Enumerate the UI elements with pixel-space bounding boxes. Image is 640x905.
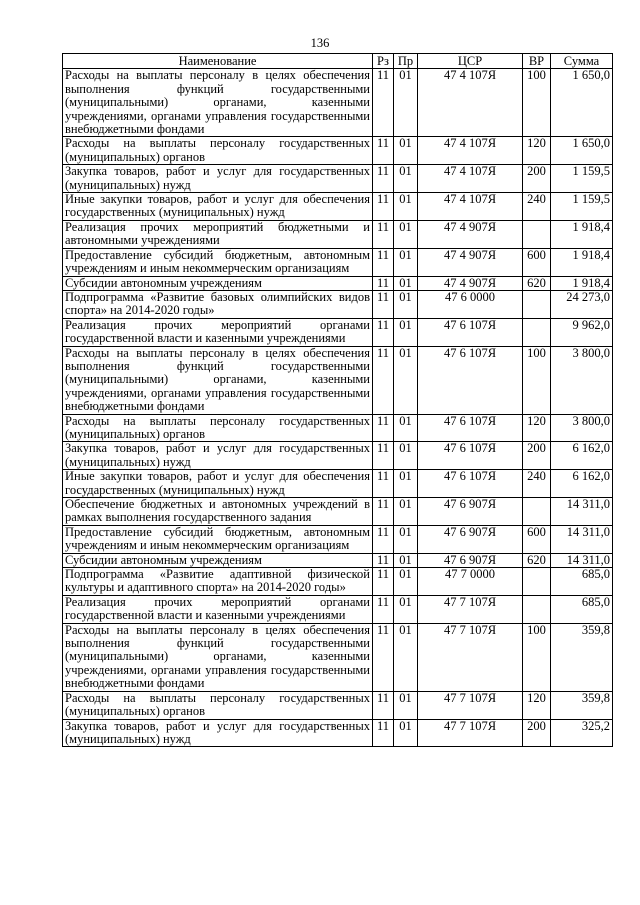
cell-vr	[523, 290, 551, 318]
cell-pr: 01	[394, 165, 418, 193]
cell-name: Закупка товаров, работ и услуг для государственных (муниципальных) нужд	[63, 442, 373, 470]
cell-pr: 01	[394, 346, 418, 414]
cell-pr: 01	[394, 691, 418, 719]
cell-rz: 11	[373, 69, 394, 137]
cell-pr: 01	[394, 470, 418, 498]
cell-name: Расходы на выплаты персоналу в целях обеспечения выполнения функций государственными (муниципальными) органами, казенными учреждениями, органами управления государственными внебюджетными фондами	[63, 69, 373, 137]
cell-pr: 01	[394, 276, 418, 290]
table-row	[63, 165, 613, 193]
cell-vr: 620	[523, 276, 551, 290]
cell-name: Подпрограмма «Развитие базовых олимпийских видов спорта» на 2014-2020 годы»	[63, 290, 373, 318]
page-number: 136	[310, 36, 330, 50]
cell-pr: 01	[394, 623, 418, 691]
table-row	[63, 470, 613, 498]
cell-rz: 11	[373, 568, 394, 596]
cell-sum: 1 918,4	[551, 248, 613, 276]
header-csr: ЦСР	[418, 54, 523, 69]
cell-name: Расходы на выплаты персоналу государственных (муниципальных) органов	[63, 137, 373, 165]
cell-sum: 3 800,0	[551, 414, 613, 442]
cell-name: Обеспечение бюджетных и автономных учреждений в рамках выполнения государственного задания	[63, 498, 373, 526]
table-row	[63, 595, 613, 623]
table-row	[63, 553, 613, 567]
cell-csr: 47 6 107Я	[418, 470, 523, 498]
cell-pr: 01	[394, 318, 418, 346]
cell-sum: 325,2	[551, 719, 613, 747]
cell-sum: 6 162,0	[551, 470, 613, 498]
cell-rz: 11	[373, 137, 394, 165]
cell-vr: 100	[523, 346, 551, 414]
cell-rz: 11	[373, 346, 394, 414]
cell-pr: 01	[394, 137, 418, 165]
cell-vr	[523, 318, 551, 346]
cell-vr: 600	[523, 525, 551, 553]
table-row	[63, 193, 613, 221]
cell-name: Подпрограмма «Развитие адаптивной физической культуры и адаптивного спорта» на 2014-2020 годы»	[63, 568, 373, 596]
cell-rz: 11	[373, 623, 394, 691]
cell-sum: 1 918,4	[551, 276, 613, 290]
cell-rz: 11	[373, 193, 394, 221]
cell-vr: 120	[523, 137, 551, 165]
table-row	[63, 318, 613, 346]
cell-sum: 14 311,0	[551, 553, 613, 567]
cell-vr: 200	[523, 719, 551, 747]
cell-vr	[523, 220, 551, 248]
cell-rz: 11	[373, 525, 394, 553]
cell-pr: 01	[394, 719, 418, 747]
table-body	[63, 69, 613, 747]
table-row	[63, 276, 613, 290]
cell-rz: 11	[373, 414, 394, 442]
cell-rz: 11	[373, 553, 394, 567]
cell-rz: 11	[373, 470, 394, 498]
cell-csr: 47 7 107Я	[418, 719, 523, 747]
cell-pr: 01	[394, 290, 418, 318]
cell-name: Реализация прочих мероприятий органами государственной власти и казенными учреждениями	[63, 318, 373, 346]
cell-vr: 120	[523, 691, 551, 719]
cell-vr: 240	[523, 193, 551, 221]
cell-sum: 685,0	[551, 568, 613, 596]
cell-rz: 11	[373, 276, 394, 290]
cell-rz: 11	[373, 442, 394, 470]
cell-csr: 47 4 107Я	[418, 69, 523, 137]
cell-name: Субсидии автономным учреждениям	[63, 553, 373, 567]
cell-pr: 01	[394, 498, 418, 526]
header-row	[63, 54, 613, 69]
cell-vr	[523, 498, 551, 526]
cell-pr: 01	[394, 525, 418, 553]
cell-rz: 11	[373, 691, 394, 719]
cell-name: Расходы на выплаты персоналу государственных (муниципальных) органов	[63, 691, 373, 719]
cell-vr: 120	[523, 414, 551, 442]
table-row	[63, 498, 613, 526]
cell-csr: 47 7 107Я	[418, 595, 523, 623]
cell-vr: 240	[523, 470, 551, 498]
table-row	[63, 248, 613, 276]
cell-pr: 01	[394, 595, 418, 623]
table-row	[63, 719, 613, 747]
cell-rz: 11	[373, 498, 394, 526]
cell-sum: 14 311,0	[551, 525, 613, 553]
cell-csr: 47 6 107Я	[418, 318, 523, 346]
cell-rz: 11	[373, 165, 394, 193]
cell-rz: 11	[373, 719, 394, 747]
cell-pr: 01	[394, 568, 418, 596]
cell-sum: 1 159,5	[551, 165, 613, 193]
cell-sum: 14 311,0	[551, 498, 613, 526]
cell-name: Расходы на выплаты персоналу в целях обеспечения выполнения функций государственными (муниципальными) органами, казенными учреждениями, органами управления государственными внебюджетными фондами	[63, 623, 373, 691]
budget-table	[62, 53, 613, 747]
cell-rz: 11	[373, 595, 394, 623]
cell-name: Расходы на выплаты персоналу в целях обеспечения выполнения функций государственными (муниципальными) органами, казенными учреждениями, органами управления государственными внебюджетными фондами	[63, 346, 373, 414]
cell-csr: 47 4 907Я	[418, 276, 523, 290]
cell-sum: 685,0	[551, 595, 613, 623]
cell-csr: 47 6 907Я	[418, 498, 523, 526]
cell-name: Расходы на выплаты персоналу государственных (муниципальных) органов	[63, 414, 373, 442]
cell-name: Субсидии автономным учреждениям	[63, 276, 373, 290]
cell-rz: 11	[373, 318, 394, 346]
cell-pr: 01	[394, 553, 418, 567]
header-sum: Сумма	[551, 54, 613, 69]
cell-vr: 620	[523, 553, 551, 567]
cell-csr: 47 6 107Я	[418, 414, 523, 442]
table-header	[63, 54, 613, 69]
cell-name: Реализация прочих мероприятий бюджетными и автономными учреждениями	[63, 220, 373, 248]
cell-csr: 47 6 107Я	[418, 442, 523, 470]
cell-name: Иные закупки товаров, работ и услуг для обеспечения государственных (муниципальных) нужд	[63, 470, 373, 498]
cell-vr	[523, 595, 551, 623]
cell-csr: 47 6 107Я	[418, 346, 523, 414]
cell-name: Реализация прочих мероприятий органами государственной власти и казенными учреждениями	[63, 595, 373, 623]
cell-name: Закупка товаров, работ и услуг для государственных (муниципальных) нужд	[63, 719, 373, 747]
cell-sum: 359,8	[551, 623, 613, 691]
cell-vr	[523, 568, 551, 596]
cell-sum: 1 650,0	[551, 69, 613, 137]
cell-vr: 600	[523, 248, 551, 276]
table-row	[63, 290, 613, 318]
cell-csr: 47 4 107Я	[418, 193, 523, 221]
cell-csr: 47 7 107Я	[418, 691, 523, 719]
cell-sum: 6 162,0	[551, 442, 613, 470]
cell-rz: 11	[373, 290, 394, 318]
cell-csr: 47 4 907Я	[418, 220, 523, 248]
header-name: Наименование	[63, 54, 373, 69]
cell-csr: 47 7 0000	[418, 568, 523, 596]
table-row	[63, 525, 613, 553]
table-row	[63, 137, 613, 165]
cell-sum: 1 650,0	[551, 137, 613, 165]
cell-csr: 47 4 907Я	[418, 248, 523, 276]
cell-vr: 200	[523, 165, 551, 193]
table-row	[63, 442, 613, 470]
cell-csr: 47 6 907Я	[418, 553, 523, 567]
cell-pr: 01	[394, 220, 418, 248]
cell-pr: 01	[394, 442, 418, 470]
cell-sum: 9 962,0	[551, 318, 613, 346]
cell-pr: 01	[394, 69, 418, 137]
cell-csr: 47 7 107Я	[418, 623, 523, 691]
cell-csr: 47 6 907Я	[418, 525, 523, 553]
cell-name: Предоставление субсидий бюджетным, автономным учреждениям и иным некоммерческим организациям	[63, 248, 373, 276]
table-row	[63, 220, 613, 248]
header-vr: ВР	[523, 54, 551, 69]
cell-csr: 47 4 107Я	[418, 137, 523, 165]
cell-sum: 1 159,5	[551, 193, 613, 221]
cell-name: Иные закупки товаров, работ и услуг для обеспечения государственных (муниципальных) нужд	[63, 193, 373, 221]
header-pr: Пр	[394, 54, 418, 69]
cell-pr: 01	[394, 193, 418, 221]
cell-pr: 01	[394, 248, 418, 276]
cell-name: Предоставление субсидий бюджетным, автономным учреждениям и иным некоммерческим организациям	[63, 525, 373, 553]
cell-sum: 3 800,0	[551, 346, 613, 414]
table-row	[63, 346, 613, 414]
table-row	[63, 691, 613, 719]
cell-csr: 47 4 107Я	[418, 165, 523, 193]
header-rz: Рз	[373, 54, 394, 69]
cell-rz: 11	[373, 248, 394, 276]
cell-vr: 100	[523, 69, 551, 137]
cell-csr: 47 6 0000	[418, 290, 523, 318]
cell-sum: 359,8	[551, 691, 613, 719]
cell-vr: 200	[523, 442, 551, 470]
table-row	[63, 414, 613, 442]
table-row	[63, 568, 613, 596]
cell-sum: 24 273,0	[551, 290, 613, 318]
table-row	[63, 623, 613, 691]
cell-sum: 1 918,4	[551, 220, 613, 248]
cell-rz: 11	[373, 220, 394, 248]
cell-name: Закупка товаров, работ и услуг для государственных (муниципальных) нужд	[63, 165, 373, 193]
cell-vr: 100	[523, 623, 551, 691]
cell-pr: 01	[394, 414, 418, 442]
table-row	[63, 69, 613, 137]
